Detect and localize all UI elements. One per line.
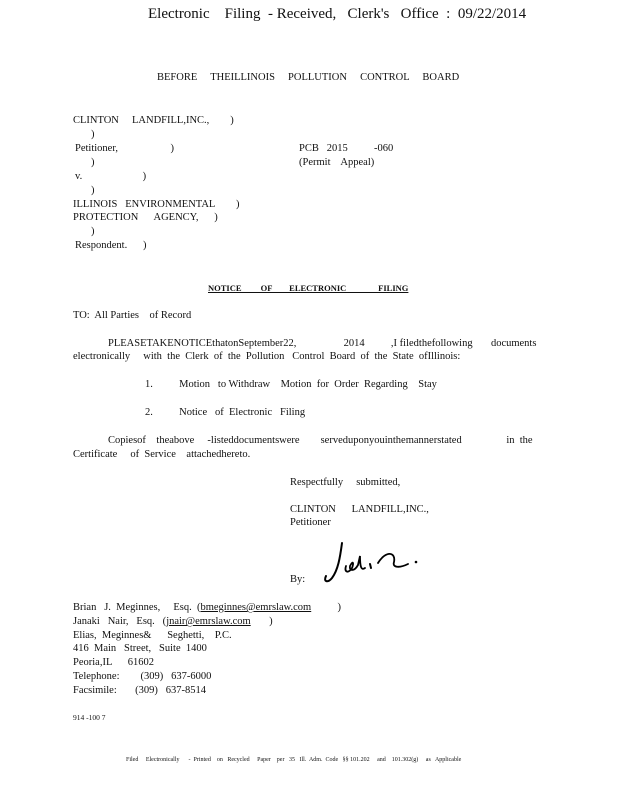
respondent-name: PROTECTION AGENCY, ) [73,212,218,223]
body-paragraph-line: electronically with the Clerk of the Pollution Control Board of the State ofIllinois: [73,351,461,362]
by-label: By: [290,574,306,585]
handwritten-signature [320,538,430,588]
closing: Respectfully submitted, [290,477,401,488]
firm-city: Peoria,IL 61602 [73,657,154,668]
firm-name: Elias, Meginnes& Seghetti, P.C. [73,630,232,641]
body-paragraph-line: Copiesof theabove -listeddocumentswere serveduponyouinthemannerstated in the [108,435,533,446]
counsel-email-link[interactable]: jnair@emrslaw.com [166,616,251,627]
notice-title: NOTICE OF ELECTRONIC FILING [208,283,409,293]
signature-role: Petitioner [290,517,331,528]
counsel-paren: ) [269,616,273,627]
counsel-name: Janaki Nair, Esq. ( [73,616,167,627]
page-footer: Filed Electronically - Printed on Recycled Paper per 35 Ill. Adm. Code §§ 101.202 and 101.302(g) as Applicable [126,757,462,763]
versus-label: v. ) [75,171,147,182]
caption-paren: ) [91,129,95,140]
caption-paren: ) [91,226,95,237]
counsel-name: Brian J. Meginnes, Esq. ( [73,602,201,613]
counsel-line [73,603,341,614]
petitioner-label: Petitioner, ) [75,143,175,154]
respondent-name: ILLINOIS ENVIRONMENTAL ) [73,199,240,210]
document-list-item: 1. Motion to Withdraw Motion for Order Regarding Stay [145,379,437,390]
body-paragraph-line: PLEASETAKENOTICEthatonSeptember22, 2014 ,I filedthefollowing documents [108,338,537,349]
telephone: Telephone: (309) 637-6000 [73,671,212,682]
firm-address: 416 Main Street, Suite 1400 [73,643,207,654]
petitioner-name: CLINTON LANDFILL,INC., ) [73,115,234,126]
counsel-paren: ) [337,602,341,613]
body-paragraph-line: Certificate of Service attachedhereto. [73,449,251,460]
document-list-item: 2. Notice of Electronic Filing [145,407,306,418]
caption-paren: ) [91,157,95,168]
caption-paren: ) [91,185,95,196]
signature-firm: CLINTON LANDFILL,INC., [290,504,429,515]
case-type: (Permit Appeal) [299,157,375,168]
case-number: PCB 2015 -060 [299,143,394,154]
counsel-paren [251,616,269,627]
document-id: 914 -100 7 [73,713,106,722]
counsel-paren [311,602,337,613]
to-line: TO: All Parties of Record [73,310,192,321]
counsel-email-link[interactable]: bmeginnes@emrslaw.com [200,602,312,613]
court-heading: BEFORE THEILLINOIS POLLUTION CONTROL BOARD [157,72,460,83]
facsimile: Facsimile: (309) 637-8514 [73,685,206,696]
counsel-line [73,617,273,628]
respondent-label: Respondent. ) [75,240,147,251]
page-header: Electronic Filing - Received, Clerk's Office : 09/22/2014 [148,6,527,22]
